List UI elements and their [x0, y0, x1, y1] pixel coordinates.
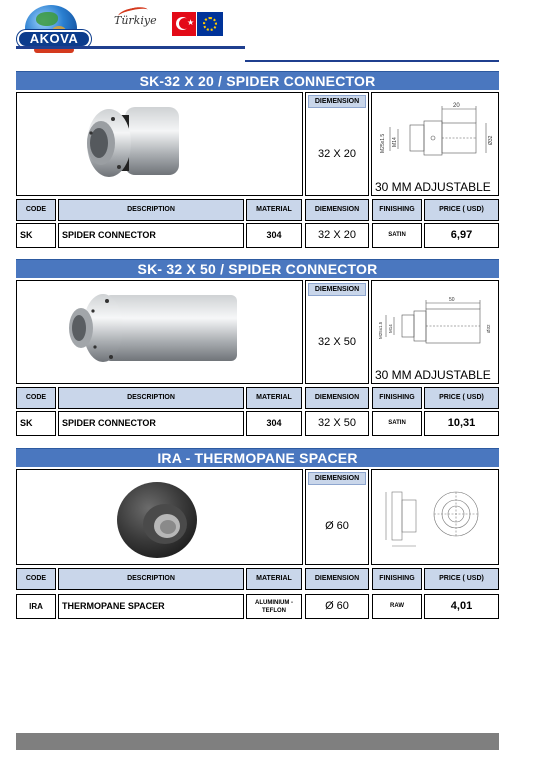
product-block-ira [16, 448, 499, 628]
drawing-label-diameter: Ø32 [486, 324, 491, 333]
cell-description: SPIDER CONNECTOR [58, 411, 244, 436]
col-material: MATERIAL [246, 568, 302, 590]
col-code: CODE [16, 199, 56, 221]
cell-finishing: SATIN [372, 223, 422, 248]
table-row [16, 411, 499, 433]
table-row [16, 223, 499, 245]
technical-drawing-icon [372, 470, 498, 564]
col-price: PRICE ( USD) [424, 387, 499, 409]
header-rule [16, 46, 245, 49]
product-photo [16, 92, 303, 196]
spider-connector-photo-icon [17, 93, 302, 195]
drawing-label-length: 20 [453, 103, 460, 109]
cell-code: SK [16, 223, 56, 248]
drawing-label-m14: M14 [392, 137, 398, 147]
cell-finishing: RAW [372, 594, 422, 619]
dimension-value: 32 X 50 [318, 336, 356, 348]
material-line-1: ALUMINIUM - [255, 600, 293, 606]
dimension-panel [305, 280, 369, 384]
adjustable-note: 30 MM ADJUSTABLE [375, 368, 491, 382]
eu-flag-icon [197, 12, 223, 36]
dimension-header: DIEMENSION [308, 95, 366, 108]
cell-price: 10,31 [424, 411, 499, 436]
cell-code: SK [16, 411, 56, 436]
product-title: SK-32 X 20 / SPIDER CONNECTOR [16, 71, 499, 90]
drawing-label-thread: M25x1.5 [380, 133, 386, 153]
dimension-panel [305, 92, 369, 196]
eu-stars-ring [203, 17, 217, 31]
technical-drawing-icon [372, 281, 498, 365]
cell-dimension: Ø 60 [305, 594, 369, 619]
cell-description: SPIDER CONNECTOR [58, 223, 244, 248]
technical-drawing [371, 92, 499, 196]
col-material: MATERIAL [246, 387, 302, 409]
col-finishing: FINISHING [372, 199, 422, 221]
col-price: PRICE ( USD) [424, 199, 499, 221]
drawing-label-m14: M14 [388, 324, 393, 333]
cell-material [246, 594, 302, 619]
col-code: CODE [16, 568, 56, 590]
product-photo [16, 280, 303, 384]
product-block-sk-32x50 [16, 259, 499, 437]
col-description: DESCRIPTION [58, 568, 244, 590]
cell-dimension: 32 X 20 [305, 223, 369, 248]
dimension-header: DIEMENSION [308, 283, 366, 296]
col-dimension: DIEMENSION [305, 199, 369, 221]
col-description: DESCRIPTION [58, 387, 244, 409]
spider-connector-long-photo-icon [17, 281, 302, 383]
product-photo [16, 469, 303, 565]
table-header-row [16, 387, 499, 409]
table-header-row [16, 568, 499, 590]
col-dimension: DIEMENSION [305, 387, 369, 409]
drawing-label-diameter: Ø32 [488, 135, 494, 145]
dimension-panel [305, 469, 369, 565]
brand-name: AKOVA [29, 31, 79, 46]
star-icon: ★ [187, 18, 195, 27]
dimension-value: 32 X 20 [318, 148, 356, 160]
technical-drawing [371, 469, 499, 565]
product-title: SK- 32 X 50 / SPIDER CONNECTOR [16, 259, 499, 278]
col-description: DESCRIPTION [58, 199, 244, 221]
col-dimension: DIEMENSION [305, 568, 369, 590]
cell-finishing: SATIN [372, 411, 422, 436]
col-code: CODE [16, 387, 56, 409]
product-title: IRA - THERMOPANE SPACER [16, 448, 499, 467]
cell-material: 304 [246, 411, 302, 436]
cell-price: 6,97 [424, 223, 499, 248]
turkiye-logo: Türkiye [114, 14, 157, 27]
col-price: PRICE ( USD) [424, 568, 499, 590]
col-finishing: FINISHING [372, 568, 422, 590]
col-material: MATERIAL [246, 199, 302, 221]
technical-drawing-icon [372, 93, 498, 177]
col-finishing: FINISHING [372, 387, 422, 409]
technical-drawing [371, 280, 499, 384]
drawing-label-thread: M25x1.5 [378, 321, 383, 339]
page-header [0, 0, 543, 60]
header-rule-right [245, 60, 499, 62]
footer-bar [16, 733, 499, 750]
turkey-flag-icon [172, 12, 196, 36]
adjustable-note: 30 MM ADJUSTABLE [375, 180, 491, 194]
dimension-value: Ø 60 [325, 520, 349, 532]
material-line-2: TEFLON [262, 608, 286, 614]
cell-dimension: 32 X 50 [305, 411, 369, 436]
cell-description: THERMOPANE SPACER [58, 594, 244, 619]
globe-land-shape [36, 12, 58, 26]
thermopane-spacer-photo-icon [17, 470, 302, 564]
cell-material: 304 [246, 223, 302, 248]
table-header-row [16, 199, 499, 221]
drawing-label-length: 50 [449, 297, 455, 303]
dimension-header: DIEMENSION [308, 472, 366, 485]
product-block-sk-32x20 [16, 71, 499, 249]
cell-code: IRA [16, 594, 56, 619]
table-row [16, 594, 499, 616]
cell-price: 4,01 [424, 594, 499, 619]
